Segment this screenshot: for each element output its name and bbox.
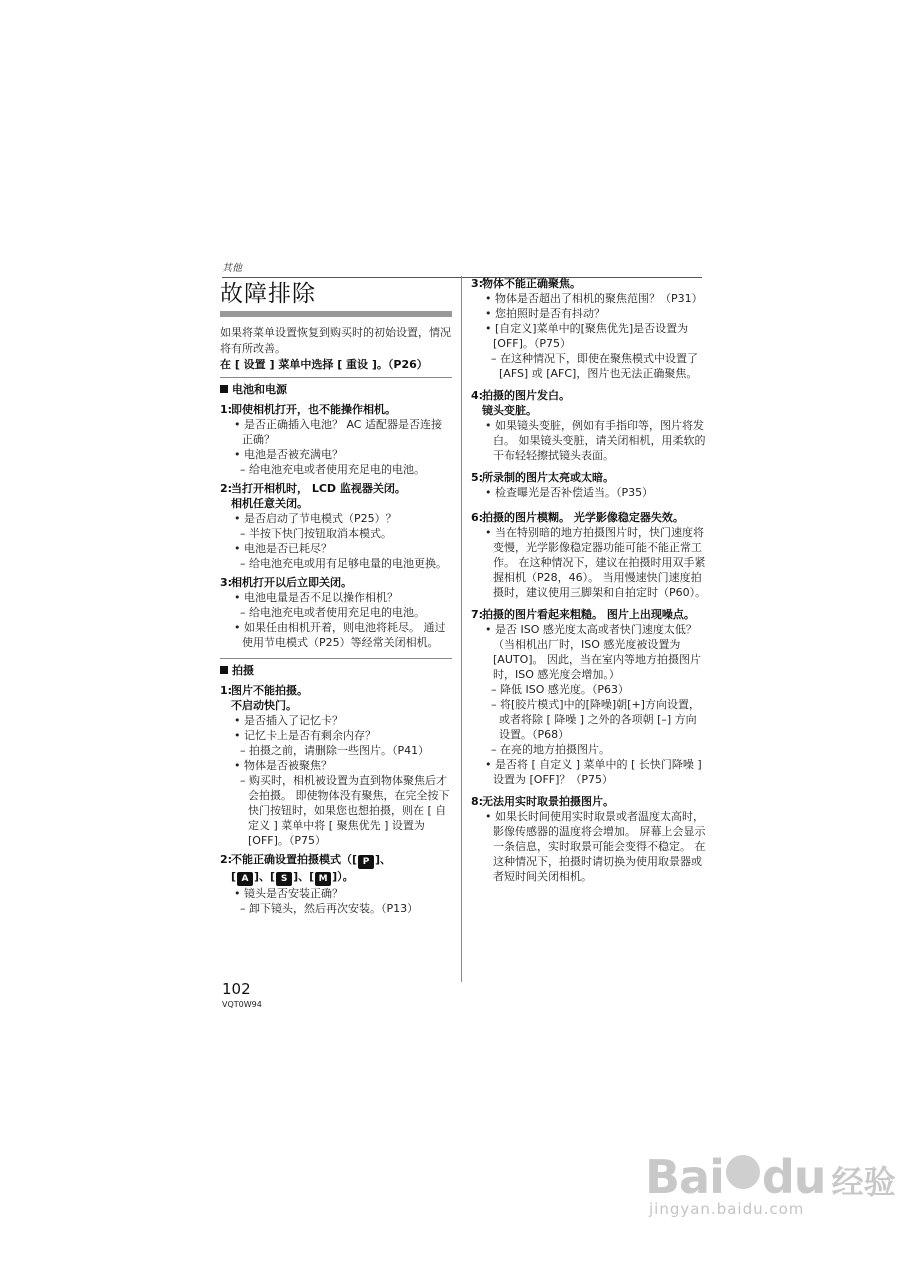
bullet-item: • 是否启动了节电模式（P25）？ — [234, 512, 397, 525]
bullet-item: • 如果任由相机开着，则电池将耗尽。 通过使用节电模式（P25）等经常关闭相机。 — [234, 621, 446, 649]
category-label: 拍摄 — [232, 664, 254, 677]
question-subtext: 相机任意关闭。 — [231, 497, 308, 510]
question — [471, 276, 707, 291]
remedy-item: – 在这种情况下，即使在聚焦模式中设置了 [AFS] 或 [AFC]，图片也无法正确聚焦。 — [491, 352, 698, 380]
bullet-item: • 电池是否已耗尽？ — [234, 542, 332, 555]
note-text: （当相机出厂时，ISO 感光度被设置为 [AUTO]。 因此，当在室内等地方拍摄图片时，ISO 感光度会增加。） — [493, 638, 702, 681]
bullet-item: • 是否插入了记忆卡？ — [234, 714, 343, 727]
column-divider — [461, 276, 462, 982]
bullet-item: • 当在特别暗的地方拍摄图片时，快门速度将变慢，光学影像稳定器功能可能不能正常工作。 在这种情况下，建议在拍摄时用双手紧握相机（P28，46）。 当用慢速快门速度拍摄时，建议使用三脚架和自拍定时（P60）。 — [485, 526, 707, 599]
square-bullet-icon — [220, 666, 228, 674]
category-shooting — [220, 663, 452, 679]
question — [220, 575, 452, 590]
question — [220, 683, 452, 698]
question — [220, 852, 452, 869]
remedy-item: – 给电池充电或者使用充足电的电池。 — [240, 606, 425, 619]
shutter-mode-icon: S — [276, 872, 292, 886]
manual-mode-icon: M — [315, 872, 331, 886]
remedy-item: – 购买时，相机被设置为直到物体聚焦后才会拍摄。 即使物体没有聚焦，在完全按下快门按钮时，如果您也想拍摄，则在 [ 自定义 ] 菜单中将 [ 聚焦优先 ] 设置为 [OFF]。（P75） — [240, 774, 450, 847]
question — [471, 510, 707, 525]
bullet-item: • 如果镜头变脏，例如有手指印等，图片将发白。 如果镜头变脏，请关闭相机，用柔软的干布轻轻擦拭镜头表面。 — [485, 419, 706, 462]
question — [471, 470, 707, 485]
remedy-item: – 拍摄之前，请删除一些图片。（P41） — [240, 744, 430, 757]
question-text: 拍摄的图片模糊。 光学影像稳定器失效。 — [482, 511, 684, 524]
left-column — [220, 276, 452, 916]
square-bullet-icon — [220, 385, 228, 393]
remedy-item: – 将[胶片模式]中的[降噪]朝[+]方向设置，或者将除 [ 降噪 ] 之外的各项朝 [–] 方向设置。（P68） — [491, 698, 700, 741]
text-fragment: ]、[ — [293, 870, 315, 883]
remedy-item: – 半按下快门按钮取消本模式。 — [240, 527, 392, 540]
question-number: 2: — [220, 853, 233, 866]
text-fragment: [ — [231, 870, 237, 883]
question-number: 2: — [220, 482, 233, 495]
question — [220, 402, 452, 417]
remedy-item: – 在亮的地方拍摄图片。 — [491, 743, 610, 756]
category-battery — [220, 382, 452, 398]
aperture-mode-icon: A — [237, 872, 253, 886]
category-label: 电池和电源 — [232, 383, 287, 396]
question-number: 1: — [220, 403, 233, 416]
bullet-item: • 记忆卡上是否有剩余内存？ — [234, 729, 376, 742]
question-text: 拍摄的图片看起来粗糙。 图片上出现噪点。 — [482, 608, 695, 621]
watermark-logo-text: du — [761, 1150, 826, 1204]
program-mode-icon: P — [358, 855, 374, 869]
question-text: 不能正确设置拍摄模式（[ — [231, 853, 358, 866]
bullet-item: • 电池是否被充满电？ — [234, 448, 343, 461]
question-subtext: 不启动快门。 — [231, 699, 297, 712]
bullet-item: • 检查曝光是否补偿适当。（P35） — [485, 486, 654, 499]
page-number: 102 — [222, 980, 251, 998]
bullet-item: • [自定义]菜单中的[聚焦优先]是否设置为[OFF]。（P75） — [485, 322, 689, 350]
question-number: 4: — [471, 389, 484, 402]
question-text: 物体不能正确聚焦。 — [482, 277, 581, 290]
watermark-logo-text: Bai — [645, 1150, 724, 1204]
title-underline — [220, 311, 452, 317]
question-text: 即使相机打开，也不能操作相机。 — [231, 403, 396, 416]
question — [471, 388, 707, 403]
question-number: 3: — [220, 576, 233, 589]
question-text: ]、 — [375, 853, 392, 866]
bullet-item: • 镜头是否安装正确？ — [234, 887, 343, 900]
right-column — [471, 276, 707, 884]
question-text: 拍摄的图片发白。 — [482, 389, 570, 402]
question-number: 7: — [471, 608, 484, 621]
bullet-item: • 是否 ISO 感光度太高或者快门速度太低？ — [485, 623, 697, 636]
page-title: 故障排除 — [220, 281, 316, 307]
intro-instruction: 在 [ 设置 ] 菜单中选择 [ 重设 ]。（P26） — [220, 358, 428, 371]
question — [471, 794, 707, 809]
remedy-item: – 给电池充电或用有足够电量的电池更换。 — [240, 557, 447, 570]
bullet-item: • 物体是否超出了相机的聚焦范围？（P31） — [485, 292, 703, 305]
bullet-item: • 您拍照时是否有抖动？ — [485, 307, 605, 320]
section-label: 其他 — [222, 259, 702, 278]
question-subtext — [220, 869, 452, 886]
watermark-url: jingyan.baidu.com — [649, 1200, 805, 1218]
intro-text: 如果将菜单设置恢复到购买时的初始设置，情况将有所改善。 — [220, 326, 451, 355]
bullet-item: • 物体是否被聚焦？ — [234, 759, 332, 772]
question — [471, 607, 707, 622]
watermark-logo-text: 经验 — [831, 1163, 896, 1201]
bullet-item: • 是否将 [ 自定义 ] 菜单中的 [ 长快门降噪 ] 设置为 [OFF]？（P75） — [485, 758, 702, 786]
bullet-item: • 电池电量是否不足以操作相机？ — [234, 591, 398, 604]
text-fragment: ]、[ — [254, 870, 276, 883]
question-text: 无法用实时取景拍摄图片。 — [482, 795, 614, 808]
text-fragment: ]）。 — [332, 870, 354, 883]
question-text: 当打开相机时， LCD 监视器关闭。 — [231, 482, 406, 495]
question-text: 图片不能拍摄。 — [231, 684, 308, 697]
divider — [220, 377, 452, 378]
remedy-item: – 给电池充电或者使用充足电的电池。 — [240, 463, 425, 476]
question-number: 8: — [471, 795, 484, 808]
model-code: VQT0W94 — [222, 1000, 262, 1009]
baidu-jingyan-watermark — [645, 1150, 896, 1218]
question-number: 1: — [220, 684, 233, 697]
divider — [220, 658, 452, 659]
question-number: 3: — [471, 277, 484, 290]
question-text: 所录制的图片太亮或太暗。 — [482, 471, 614, 484]
question-text: 相机打开以后立即关闭。 — [231, 576, 352, 589]
question-subtext: 镜头变脏。 — [482, 404, 537, 417]
question-number: 5: — [471, 471, 484, 484]
remedy-item: – 卸下镜头，然后再次安装。（P13） — [240, 902, 419, 915]
question — [220, 481, 452, 496]
bullet-item: • 是否正确插入电池？ AC 适配器是否连接正确？ — [234, 418, 442, 446]
question-number: 6: — [471, 511, 484, 524]
remedy-item: – 降低 ISO 感光度。（P63） — [491, 683, 630, 696]
paw-icon — [726, 1155, 760, 1189]
bullet-item: • 如果长时间使用实时取景或者温度太高时，影像传感器的温度将会增加。 屏幕上会显示一条信息，实时取景可能会变得不稳定。 在这种情况下，拍摄时请切换为使用取景器或者短时间关闭相机。 — [485, 810, 706, 883]
